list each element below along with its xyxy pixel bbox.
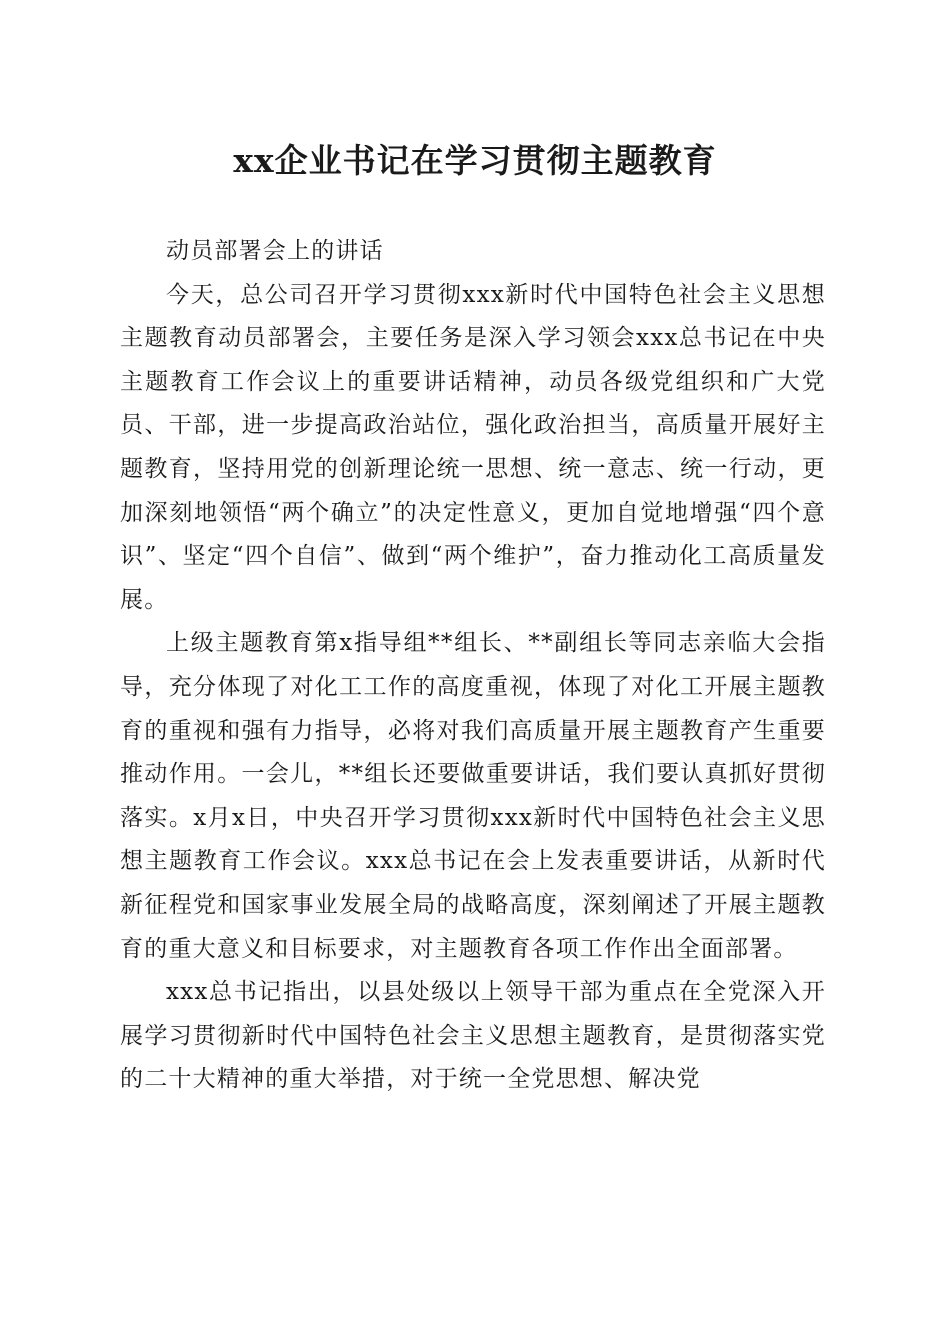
paragraph-general-secretary: xxx总书记指出，以县处级以上领导干部为重点在全党深入开展学习贯彻新时代中国特色社会主义思想主题教育，是贯彻落实党的二十大精神的重大举措，对于统一全党思想、解决党 <box>120 979 826 1093</box>
document-title: xx企业书记在学习贯彻主题教育 <box>233 141 717 180</box>
document-body <box>120 230 826 1102</box>
paragraph-subtitle: 动员部署会上的讲话 <box>166 238 384 264</box>
paragraph-guidance-group: 上级主题教育第x指导组**组长、**副组长等同志亲临大会指导，充分体现了对化工工作的高度重视，体现了对化工开展主题教育的重视和强有力指导，必将对我们高质量开展主题教育产生重要推动作用。一会儿，**组长还要做重要讲话，我们要认真抓好贯彻落实。x月x日，中央召开学习贯彻xxx新时代中国特色社会主义思想主题教育工作会议。xxx总书记在会上发表重要讲话，从新时代新征程党和国家事业发展全局的战略高度，深刻阐述了开展主题教育的重大意义和目标要求，对主题教育各项工作作出全面部署。 <box>120 630 826 962</box>
paragraph-opening: 今天，总公司召开学习贯彻xxx新时代中国特色社会主义思想主题教育动员部署会，主要任务是深入学习领会xxx总书记在中央主题教育工作会议上的重要讲话精神，动员各级党组织和广大党员、干部，进一步提高政治站位，强化政治担当，高质量开展好主题教育，坚持用党的创新理论统一思想、统一意志、统一行动，更加深刻地领悟“两个确立”的决定性意义，更加自觉地增强“四个意识”、坚定“四个自信”、做到“两个维护”，奋力推动化工高质量发展。 <box>120 281 826 613</box>
